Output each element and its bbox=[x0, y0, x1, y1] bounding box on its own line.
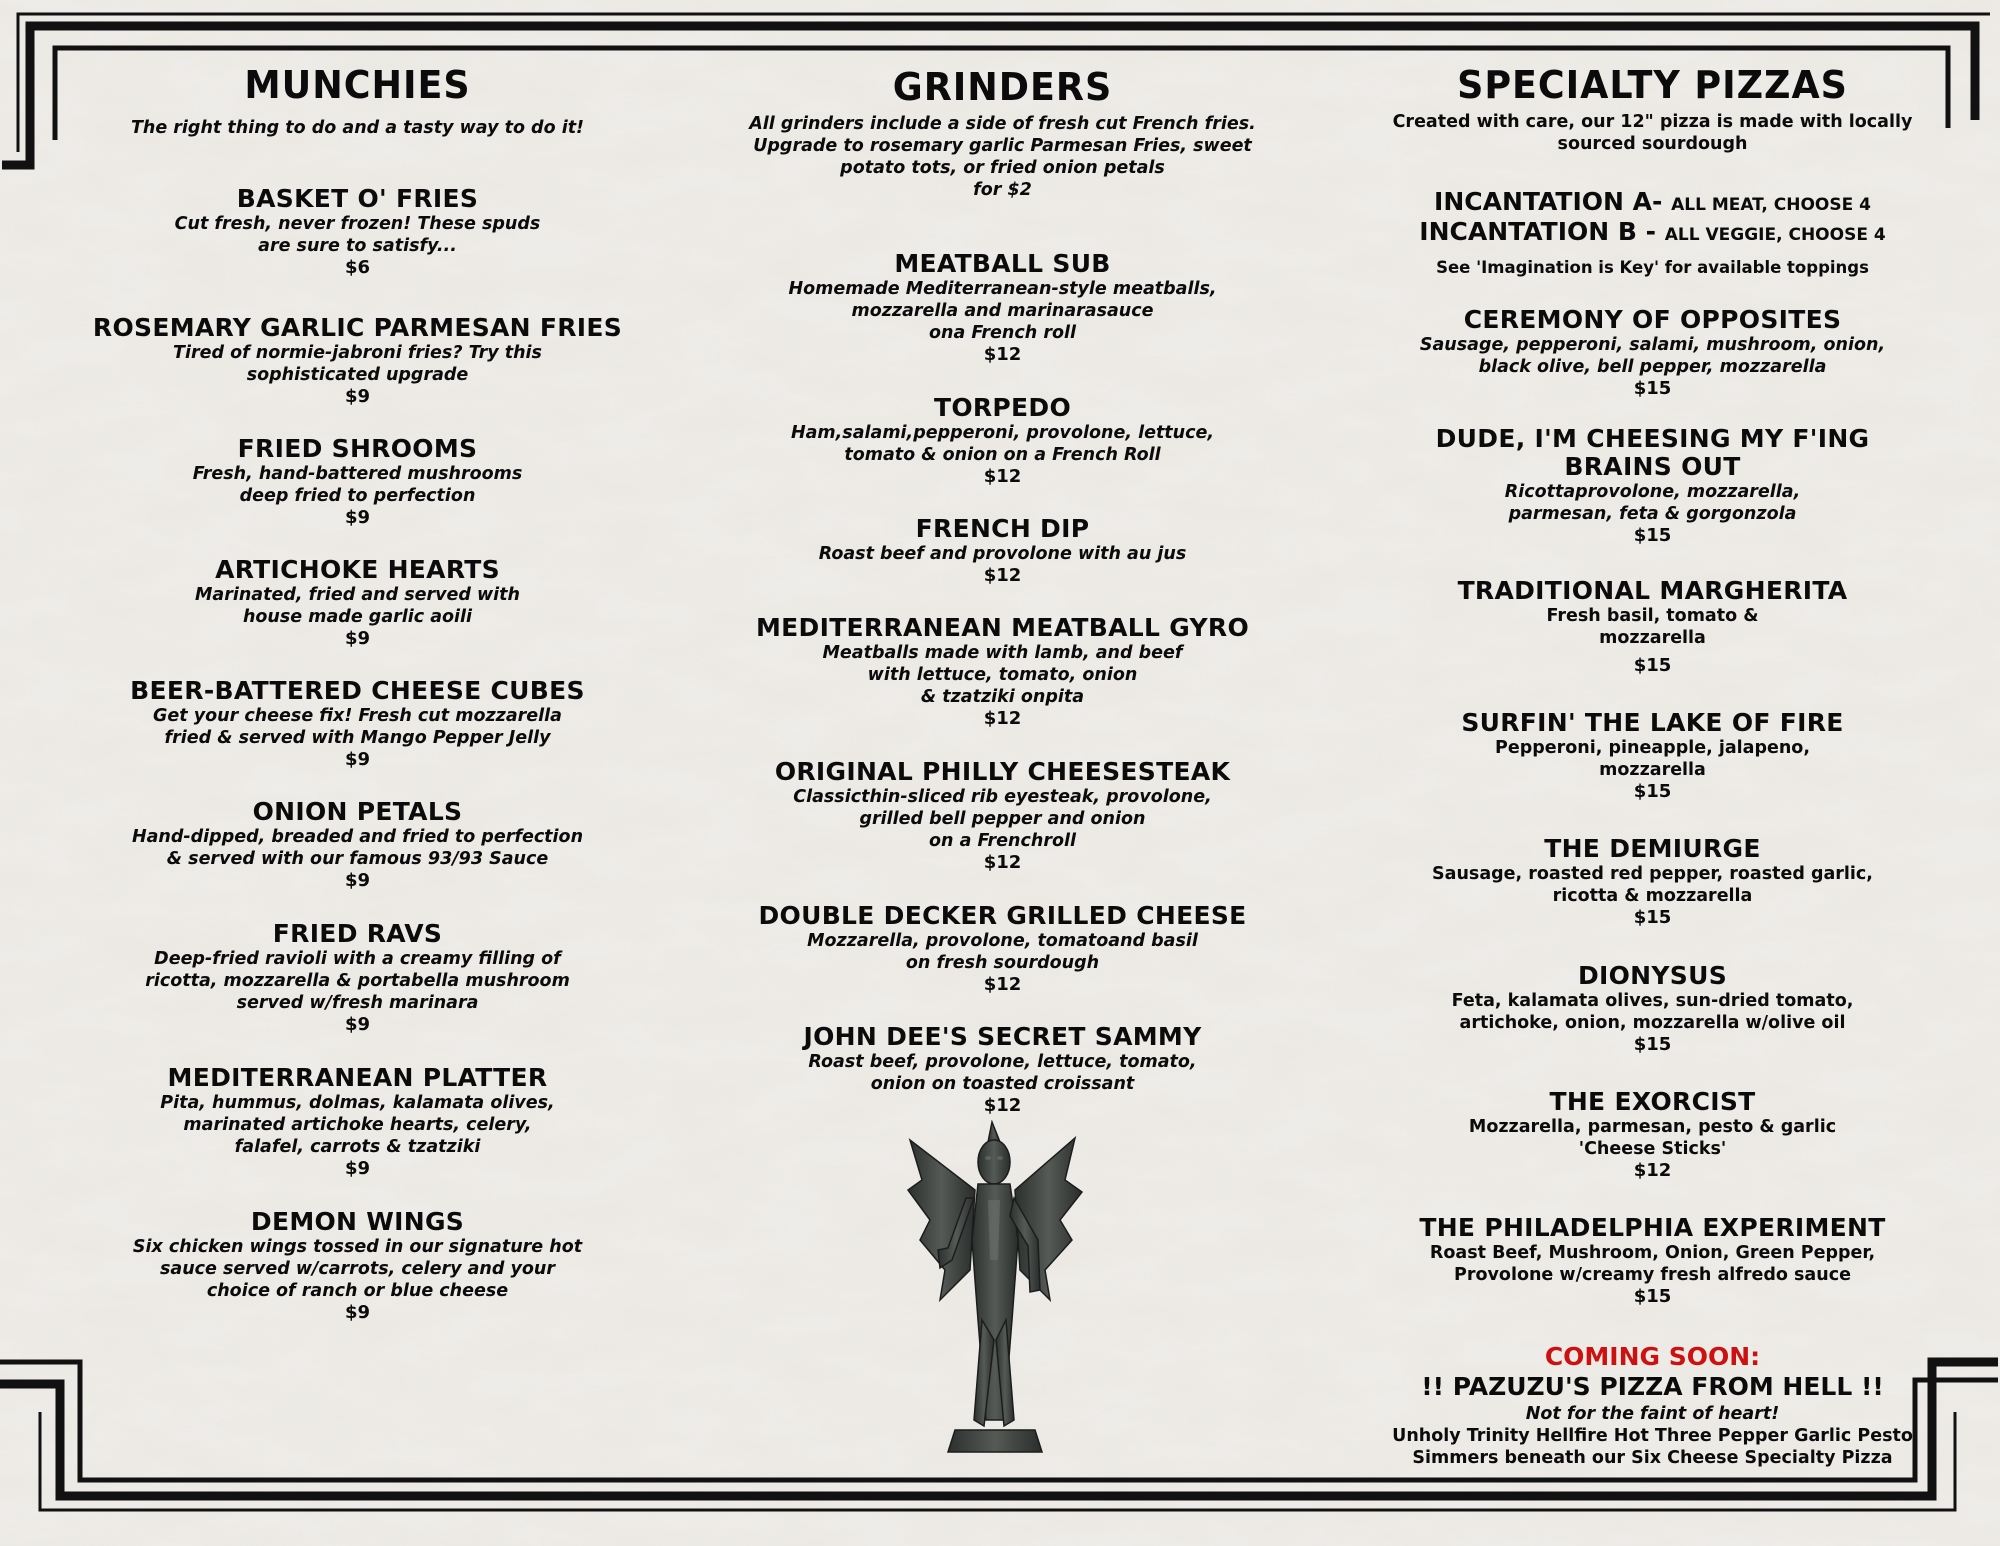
item-name: ONION PETALS bbox=[252, 797, 463, 826]
menu-item bbox=[700, 250, 1305, 366]
item-desc: marinated artichoke hearts, celery, bbox=[183, 1115, 532, 1135]
menu-item bbox=[70, 435, 645, 529]
munchies-title: MUNCHIES bbox=[244, 63, 471, 107]
item-desc: black olive, bell pepper, mozzarella bbox=[1478, 357, 1827, 377]
intro-line: sourced sourdough bbox=[1557, 134, 1748, 154]
item-desc: sauce served w/carrots, celery and your bbox=[159, 1259, 556, 1279]
item-desc: Ricottaprovolone, mozzarella, bbox=[1504, 482, 1801, 502]
item-name: ORIGINAL PHILLY CHEESESTEAK bbox=[774, 757, 1231, 786]
coming-soon-tagline: Not for the faint of heart! bbox=[1525, 1404, 1780, 1424]
item-desc: deep fried to perfection bbox=[239, 486, 476, 506]
item-name: TRADITIONAL MARGHERITA bbox=[1457, 576, 1848, 605]
pizzas-intro bbox=[1355, 111, 1950, 155]
item-price: $15 bbox=[1633, 1286, 1672, 1307]
munchies-intro: The right thing to do and a tasty way to do it! bbox=[130, 118, 585, 138]
item-name: CEREMONY OF OPPOSITES bbox=[1463, 305, 1842, 334]
item-desc: Sausage, roasted red pepper, roasted garlic, bbox=[1432, 864, 1873, 884]
item-name: ARTICHOKE HEARTS bbox=[215, 555, 500, 584]
item-desc: are sure to satisfy... bbox=[258, 236, 457, 256]
item-desc: Marinated, fried and served with bbox=[194, 585, 521, 605]
menu-item bbox=[70, 798, 645, 892]
item-name: BASKET O' FRIES bbox=[236, 184, 479, 213]
item-name: SURFIN' THE LAKE OF FIRE bbox=[1461, 708, 1844, 737]
item-desc: ona French roll bbox=[929, 323, 1076, 343]
item-name: JOHN DEE'S SECRET SAMMY bbox=[803, 1022, 1202, 1051]
coming-soon-label: COMING SOON: bbox=[1544, 1342, 1761, 1371]
item-desc: served w/fresh marinara bbox=[236, 993, 479, 1013]
item-desc: Provolone w/creamy fresh alfredo sauce bbox=[1454, 1265, 1851, 1285]
item-name: BRAINS OUT bbox=[1564, 452, 1741, 481]
item-desc: Cut fresh, never frozen! These spuds bbox=[174, 214, 541, 234]
item-desc: grilled bell pepper and onion bbox=[859, 809, 1146, 829]
item-desc: mozzarella and marinarasauce bbox=[851, 301, 1154, 321]
coming-soon-desc bbox=[1355, 1425, 1950, 1469]
item-desc: fried & served with Mango Pepper Jelly bbox=[164, 728, 551, 748]
item-name: MEDITERRANEAN MEATBALL GYRO bbox=[755, 613, 1250, 642]
item-price: $15 bbox=[1633, 781, 1672, 802]
item-price: $12 bbox=[983, 344, 1022, 365]
item-desc: parmesan, feta & gorgonzola bbox=[1508, 504, 1797, 524]
item-desc: Fresh basil, tomato & bbox=[1546, 606, 1759, 626]
incantation-a bbox=[1355, 187, 1950, 220]
item-name: THE DEMIURGE bbox=[1544, 834, 1761, 863]
item-price: $15 bbox=[1633, 907, 1672, 928]
item-price: $12 bbox=[983, 565, 1022, 586]
pizzas-title: SPECIALTY PIZZAS bbox=[1457, 63, 1848, 107]
coming-soon-desc-line: Simmers beneath our Six Cheese Specialty Pizza bbox=[1412, 1448, 1893, 1468]
menu-item bbox=[70, 920, 645, 1036]
item-desc: Pepperoni, pineapple, jalapeno, bbox=[1495, 738, 1810, 758]
item-desc: Mozzarella, parmesan, pesto & garlic bbox=[1468, 1117, 1837, 1137]
item-desc: choice of ranch or blue cheese bbox=[206, 1281, 509, 1301]
menu-item bbox=[700, 394, 1305, 488]
incantation-a-detail: ALL MEAT, CHOOSE 4 bbox=[1671, 195, 1871, 215]
coming-soon-desc-line: Unholy Trinity Hellfire Hot Three Pepper Garlic Pesto bbox=[1392, 1426, 1913, 1446]
item-price: $12 bbox=[983, 1095, 1022, 1116]
coming-soon-title: !! PAZUZU'S PIZZA FROM HELL !! bbox=[1421, 1372, 1884, 1401]
item-desc: & served with our famous 93/93 Sauce bbox=[166, 849, 549, 869]
item-name: FRIED SHROOMS bbox=[237, 434, 478, 463]
item-desc: onion on toasted croissant bbox=[870, 1074, 1135, 1094]
menu-item bbox=[70, 314, 645, 408]
menu-item bbox=[70, 556, 645, 650]
item-desc: Fresh, hand-battered mushrooms bbox=[192, 464, 523, 484]
item-desc: mozzarella bbox=[1599, 628, 1706, 648]
menu-item bbox=[70, 677, 645, 771]
item-price: $12 bbox=[983, 974, 1022, 995]
item-desc: house made garlic aoili bbox=[242, 607, 473, 627]
item-desc: falafel, carrots & tzatziki bbox=[234, 1137, 481, 1157]
intro-line: Upgrade to rosemary garlic Parmesan Fries, sweet bbox=[753, 136, 1252, 156]
menu-item bbox=[70, 1208, 645, 1324]
item-desc: Hand-dipped, breaded and fried to perfection bbox=[131, 827, 584, 847]
menu-item bbox=[700, 758, 1305, 874]
item-price: $12 bbox=[983, 852, 1022, 873]
item-desc: tomato & onion on a French Roll bbox=[844, 445, 1161, 465]
item-desc: Tired of normie-jabroni fries? Try this bbox=[173, 343, 542, 363]
item-name: TORPEDO bbox=[933, 393, 1072, 422]
item-price: $12 bbox=[1633, 1160, 1672, 1181]
item-price: $9 bbox=[344, 507, 371, 528]
item-desc: ricotta & mozzarella bbox=[1552, 886, 1753, 906]
menu-item bbox=[1355, 1088, 1950, 1182]
item-name: MEDITERRANEAN PLATTER bbox=[167, 1063, 548, 1092]
item-desc: Ham,salami,pepperoni, provolone, lettuce, bbox=[790, 423, 1215, 443]
item-name: FRENCH DIP bbox=[915, 514, 1090, 543]
intro-line: for $2 bbox=[973, 180, 1032, 200]
item-name: DEMON WINGS bbox=[250, 1207, 465, 1236]
menu-item bbox=[1355, 306, 1950, 400]
item-desc: sophisticated upgrade bbox=[246, 365, 469, 385]
item-price: $9 bbox=[344, 1014, 371, 1035]
item-desc: Meatballs made with lamb, and beef bbox=[822, 643, 1183, 663]
intro-line: Created with care, our 12" pizza is made with locally bbox=[1392, 112, 1913, 132]
item-price: $15 bbox=[1633, 655, 1672, 676]
item-desc: Six chicken wings tossed in our signature hot bbox=[132, 1237, 583, 1257]
item-name: DUDE, I'M CHEESING MY F'ING bbox=[1435, 424, 1870, 453]
menu-item bbox=[700, 614, 1305, 730]
item-desc: Get your cheese fix! Fresh cut mozzarella bbox=[153, 706, 562, 726]
menu-item bbox=[700, 1023, 1305, 1117]
item-price: $9 bbox=[344, 749, 371, 770]
item-desc: Roast beef, provolone, lettuce, tomato, bbox=[808, 1052, 1197, 1072]
intro-line: All grinders include a side of fresh cut French fries. bbox=[749, 114, 1256, 134]
item-name: BEER-BATTERED CHEESE CUBES bbox=[130, 676, 585, 705]
menu-item bbox=[1355, 962, 1950, 1056]
menu-item bbox=[70, 185, 645, 279]
toppings-note: See 'Imagination is Key' for available toppings bbox=[1436, 258, 1869, 277]
item-price: $15 bbox=[1633, 378, 1672, 399]
item-desc: Pita, hummus, dolmas, kalamata olives, bbox=[160, 1093, 555, 1113]
menu-item bbox=[1355, 577, 1950, 677]
item-desc: mozzarella bbox=[1599, 760, 1706, 780]
item-desc: Feta, kalamata olives, sun-dried tomato, bbox=[1451, 991, 1854, 1011]
item-price: $9 bbox=[344, 386, 371, 407]
item-desc: 'Cheese Sticks' bbox=[1578, 1139, 1727, 1159]
grinders-intro bbox=[700, 113, 1305, 201]
menu-item bbox=[1355, 1214, 1950, 1308]
item-price: $15 bbox=[1633, 525, 1672, 546]
menu-item bbox=[1355, 425, 1950, 547]
incantation-b-detail: ALL VEGGIE, CHOOSE 4 bbox=[1664, 225, 1886, 245]
item-name: DOUBLE DECKER GRILLED CHEESE bbox=[758, 901, 1247, 930]
item-name: THE PHILADELPHIA EXPERIMENT bbox=[1419, 1213, 1886, 1242]
item-name: MEATBALL SUB bbox=[894, 249, 1111, 278]
menu-item bbox=[1355, 835, 1950, 929]
item-desc: Homemade Mediterranean-style meatballs, bbox=[788, 279, 1217, 299]
item-desc: Mozzarella, provolone, tomatoand basil bbox=[807, 931, 1198, 951]
item-desc: Classicthin-sliced rib eyesteak, provolone, bbox=[793, 787, 1212, 807]
menu-item bbox=[70, 1064, 645, 1180]
menu-item bbox=[700, 902, 1305, 996]
item-desc: with lettuce, tomato, onion bbox=[867, 665, 1138, 685]
incantation-b-name: INCANTATION B - bbox=[1419, 217, 1657, 246]
pazuzu-statue-image bbox=[900, 1120, 1090, 1465]
item-price: $6 bbox=[344, 257, 371, 278]
item-price: $9 bbox=[344, 1158, 371, 1179]
menu-item bbox=[700, 515, 1305, 587]
incantation-b bbox=[1355, 217, 1950, 250]
item-desc: Roast beef and provolone with au jus bbox=[818, 544, 1187, 564]
grinders-title: GRINDERS bbox=[892, 65, 1113, 109]
item-desc: on a Frenchroll bbox=[929, 831, 1076, 851]
item-price: $12 bbox=[983, 466, 1022, 487]
item-name: ROSEMARY GARLIC PARMESAN FRIES bbox=[92, 313, 623, 342]
incantation-a-name: INCANTATION A- bbox=[1434, 187, 1663, 216]
item-desc: Sausage, pepperoni, salami, mushroom, onion, bbox=[1419, 335, 1886, 355]
item-desc: on fresh sourdough bbox=[905, 953, 1100, 973]
item-name: FRIED RAVS bbox=[272, 919, 443, 948]
item-desc: artichoke, onion, mozzarella w/olive oil bbox=[1459, 1013, 1846, 1033]
item-desc: & tzatziki onpita bbox=[920, 687, 1085, 707]
item-desc: ricotta, mozzarella & portabella mushroom bbox=[145, 971, 570, 991]
item-desc: Roast Beef, Mushroom, Onion, Green Pepper, bbox=[1429, 1243, 1876, 1263]
intro-line: potato tots, or fried onion petals bbox=[840, 158, 1165, 178]
item-desc: Deep-fried ravioli with a creamy filling of bbox=[154, 949, 561, 969]
item-price: $15 bbox=[1633, 1034, 1672, 1055]
item-price: $9 bbox=[344, 1302, 371, 1323]
item-name: THE EXORCIST bbox=[1549, 1087, 1756, 1116]
item-price: $9 bbox=[344, 870, 371, 891]
item-price: $12 bbox=[983, 708, 1022, 729]
item-name: DIONYSUS bbox=[1577, 961, 1728, 990]
item-price: $9 bbox=[344, 628, 371, 649]
menu-item bbox=[1355, 709, 1950, 803]
